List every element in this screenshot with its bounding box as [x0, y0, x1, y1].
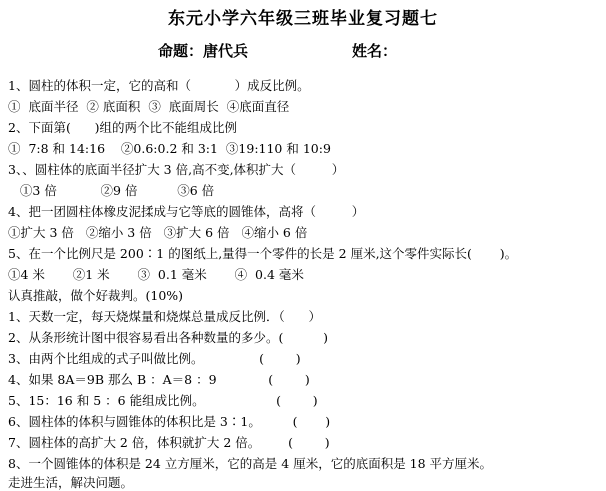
- judgement-line: 8、一个圆锥体的体积是 24 立方厘米，它的高是 4 厘米，它的底面积是 18 平方厘米。: [8, 456, 493, 471]
- section-heading: 认真推敲，做个好裁判。(10%): [8, 288, 184, 303]
- judgement-line: 5、15：16 和 5 ：6 能组成比例。 ( ): [8, 393, 318, 408]
- option-line: ① 底面半径 ② 底面积 ③ 底面周长 ④底面直径: [8, 99, 290, 114]
- judgement-line: 4、如果 8A＝9B 那么 B ：A＝8 ：9 ( ): [8, 372, 310, 387]
- worksheet-title: 东元小学六年级三班毕业复习题七: [168, 9, 438, 29]
- author-label: 命题：唐代兵: [158, 42, 249, 60]
- judgement-line: 6、圆柱体的体积与圆锥体的体积比是 3∶1。 ( ): [8, 414, 331, 429]
- question-line: 3、、圆柱体的底面半径扩大 3 倍,高不变,体积扩大（ ）: [8, 162, 345, 177]
- option-line: ① 7:8 和 14:16 ②0.6:0.2 和 3:1 ③19:110 和 10:9: [8, 141, 331, 156]
- option-line: ①扩大 3 倍 ②缩小 3 倍 ③扩大 6 倍 ④缩小 6 倍: [8, 225, 308, 240]
- question-line: 4、把一团圆柱体橡皮泥揉成与它等底的圆锥体，高将（ ）: [8, 204, 365, 219]
- judgement-line: 2、从条形统计图中很容易看出各种数量的多少。( ): [8, 330, 328, 345]
- judgement-line: 7、圆柱体的高扩大 2 倍，体积就扩大 2 倍。 ( ): [8, 435, 330, 450]
- question-line: 5、在一个比例尺是 200∶1 的图纸上,量得一个零件的长是 2 厘米,这个零件实际长( )。: [8, 246, 518, 261]
- section-heading: 走进生活，解决问题。: [8, 475, 134, 490]
- judgement-line: 3、由两个比组成的式子叫做比例。 ( ): [8, 351, 301, 366]
- judgement-line: 1、天数一定，每天烧煤量和烧煤总量成反比例．（ ）: [8, 309, 322, 324]
- option-line: ①4 米 ②1 米 ③ 0.1 毫米 ④ 0.4 毫米: [8, 267, 304, 282]
- question-line: 2、下面第( )组的两个比不能组成比例: [8, 120, 238, 135]
- question-line: 1、圆柱的体积一定，它的高和（ ）成反比例。: [8, 78, 310, 93]
- student-name-label: 姓名：: [352, 42, 398, 60]
- option-line: ①3 倍 ②9 倍 ③6 倍: [8, 183, 215, 198]
